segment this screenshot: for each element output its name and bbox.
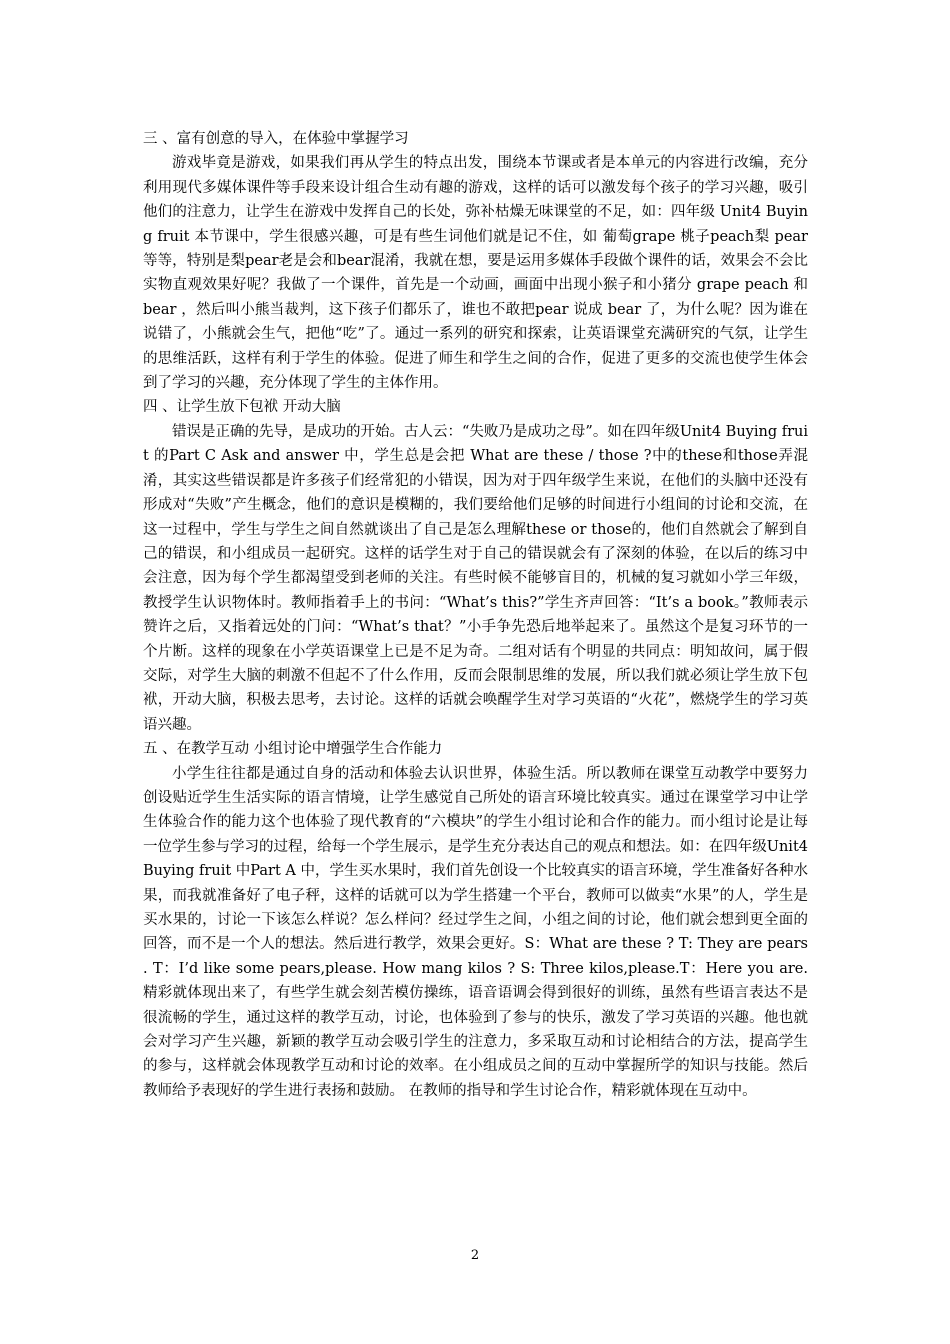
section-paragraph-5: 小学生往往都是通过自身的活动和体验去认识世界，体验生活。所以教师在课堂互动教学中要努力创设贴近学生生活实际的语言情境，让学生感觉自己所处的语言环境比较真实。通过在课堂学习中让学生体验合作的能力这个也体验了现代教育的“六模块”的学生小组讨论和合作的能力。而小组讨论是让每一位学生参与学习的过程，给每一个学生展示，是学生充分表达自己的观点和想法。如：在四年级Unit4 Buying fruit 中Part A 中，学生买水果时，我们首先创设一个比较真实的语言环境，学生准备好各种水果，而我就准备好了电子秤，这样的话就可以为学生搭建一个平台，教师可以做卖“水果”的人，学生是买水果的，讨论一下该怎么样说？怎么样问？经过学生之间，小组之间的讨论，他们就会想到更全面的回答，而不是一个人的想法。然后进行教学，效果会更好。S：What are these ? T: They are pears . T：I’d like some pears,please. How mang kilos ? S: Three kilos,please.T：Here you are.精彩就体现出来了，有些学生就会刻苦模仿操练，语音语调会得到很好的训练，虽然有些语言表达不是很流畅的学生，通过这样的教学互动，讨论，也体验到了参与的快乐，激发了学习英语的兴趣。他也就会对学习产生兴趣，新颖的教学互动会吸引学生的注意力，多采取互动和讨论相结合的方法，提高学生的参与，这样就会体现教学互动和讨论的效率。在小组成员之间的互动中掌握所学的知识与技能。然后教师给予表现好的学生进行表扬和鼓励。 在教师的指导和学生讨论合作，精彩就体现在互动中。 (143, 765, 808, 1099)
section-paragraph-3: 游戏毕竟是游戏，如果我们再从学生的特点出发，围绕本节课或者是本单元的内容进行改编，充分利用现代多媒体课件等手段来设计组合生动有趣的游戏，这样的话可以激发每个孩子的学习兴趣，吸引他们的注意力，让学生在游戏中发挥自己的长处，弥补枯燥无味课堂的不足，如：四年级 Unit4 Buying fruit 本节课中，学生很感兴趣，可是有些生词他们就是记不住，如 葡萄grape 桃子peach梨 pear 等等，特别是梨pear老是会和bear混淆，我就在想，要是运用多媒体手段做个课件的话，效果会不会比实物直观效果好呢？我做了一个课件，首先是一个动画，画面中出现小猴子和小猪分 grape peach 和 bear ，然后叫小熊当裁判，这下孩子们都乐了，谁也不敢把pear 说成 bear 了，为什么呢？因为谁在说错了，小熊就会生气，把他“吃”了。通过一系列的研究和探索，让英语课堂充满研究的气氛，让学生的思维活跃，这样有利于学生的体验。促进了师生和学生之间的合作，促进了更多的交流也使学生体会到了学习的兴趣，充分体现了学生的主体作用。 (143, 155, 808, 392)
document-body (143, 127, 808, 1103)
section-heading-3: 三 、富有创意的导入，在体验中掌握学习 (143, 131, 409, 147)
section-heading-4: 四 、让学生放下包袱 开动大脑 (143, 399, 341, 416)
section-heading-5: 五 、在教学互动 小组讨论中增强学生合作能力 (143, 741, 443, 758)
page-number: 2 (470, 1248, 480, 1263)
section-paragraph-4: 错误是正确的先导，是成功的开始。古人云：“失败乃是成功之母”。如在四年级Unit4 Buying fruit 的Part C Ask and answer 中，学生总是会把 What are these / those ?中的these和those弄混淆，其实这些错误都是许多孩子们经常犯的小错误，因为对于四年级学生来说，在他们的头脑中还没有形成对“失败”产生概念，他们的意识是模糊的，我们要给他们足够的时间进行小组间的讨论和交流，在这一过程中，学生与学生之间自然就谈出了自己是怎么理解these or those的，他们自然就会了解到自己的错误，和小组成员一起研究。这样的话学生对于自己的错误就会有了深刻的体验，在以后的练习中会注意，因为每个学生都渴望受到老师的关注。有些时候不能够盲目的，机械的复习就如小学三年级，教授学生认识物体时。教师指着手上的书问：“What’s this?”学生齐声回答：“It’s a book。”教师表示赞许之后，又指着远处的门问：“What’s that？”小手争先恐后地举起来了。虽然这个是复习环节的一个片断。这样的现象在小学英语课堂上已是不足为奇。二组对话有个明显的共同点：明知故问，属于假交际，对学生大脑的刺激不但起不了什么作用，反而会限制思维的发展，所以我们就必须让学生放下包袱，开动大脑，积极去思考，去讨论。这样的话就会唤醒学生对学习英语的“火花”，燃烧学生的学习英语兴趣。 (143, 423, 809, 733)
